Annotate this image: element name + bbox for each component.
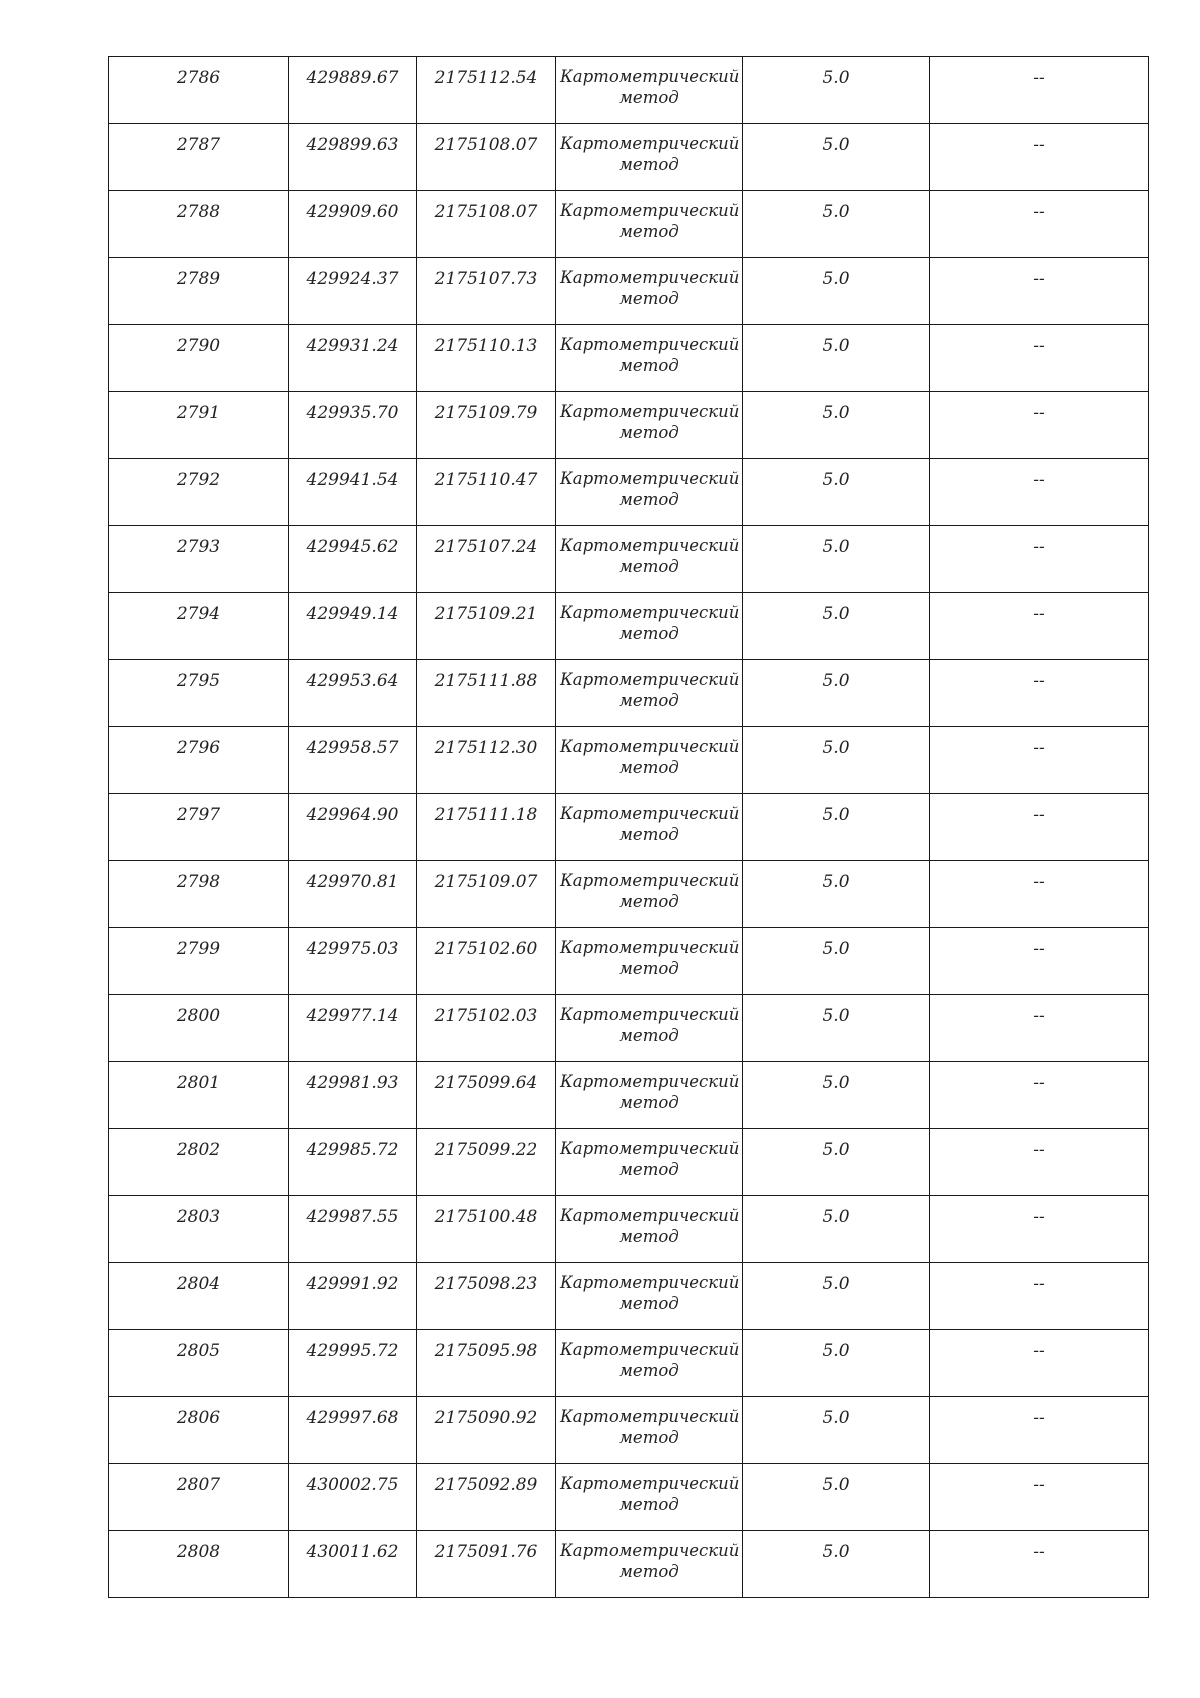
- method-cell: [556, 1062, 743, 1129]
- method-line-1: Картометрический: [560, 134, 740, 153]
- method-line-1: Картометрический: [560, 268, 740, 287]
- x-coordinate-cell: 429964.90: [289, 794, 417, 861]
- accuracy-cell: 5.0: [743, 392, 930, 459]
- accuracy-cell: 5.0: [743, 1464, 930, 1531]
- method-line-1: Картометрический: [560, 1340, 740, 1359]
- method-cell: [556, 1330, 743, 1397]
- method-line-2: метод: [619, 959, 679, 978]
- description-cell: --: [930, 995, 1149, 1062]
- point-number-cell: 2802: [109, 1129, 289, 1196]
- method-line-1: Картометрический: [560, 469, 740, 488]
- x-coordinate-cell: 429931.24: [289, 325, 417, 392]
- method-cell: [556, 1531, 743, 1598]
- method-line-2: метод: [619, 892, 679, 911]
- accuracy-cell: 5.0: [743, 1196, 930, 1263]
- x-coordinate-cell: 429987.55: [289, 1196, 417, 1263]
- description-cell: --: [930, 593, 1149, 660]
- x-coordinate-cell: 429991.92: [289, 1263, 417, 1330]
- coordinates-table-body: [109, 57, 1149, 1598]
- y-coordinate-cell: 2175098.23: [417, 1263, 556, 1330]
- method-cell: [556, 727, 743, 794]
- method-line-1: Картометрический: [560, 1474, 740, 1493]
- method-line-2: метод: [619, 691, 679, 710]
- description-cell: --: [930, 392, 1149, 459]
- description-cell: --: [930, 1196, 1149, 1263]
- table-row: [109, 995, 1149, 1062]
- description-cell: --: [930, 727, 1149, 794]
- table-row: [109, 1129, 1149, 1196]
- method-line-2: метод: [619, 1428, 679, 1447]
- y-coordinate-cell: 2175111.88: [417, 660, 556, 727]
- method-cell: [556, 1464, 743, 1531]
- accuracy-cell: 5.0: [743, 57, 930, 124]
- accuracy-cell: 5.0: [743, 593, 930, 660]
- accuracy-cell: 5.0: [743, 1531, 930, 1598]
- accuracy-cell: 5.0: [743, 928, 930, 995]
- method-cell: [556, 526, 743, 593]
- accuracy-cell: 5.0: [743, 794, 930, 861]
- y-coordinate-cell: 2175110.47: [417, 459, 556, 526]
- description-cell: --: [930, 526, 1149, 593]
- method-line-1: Картометрический: [560, 1005, 740, 1024]
- point-number-cell: 2788: [109, 191, 289, 258]
- x-coordinate-cell: 430002.75: [289, 1464, 417, 1531]
- method-line-1: Картометрический: [560, 402, 740, 421]
- description-cell: --: [930, 794, 1149, 861]
- method-line-2: метод: [619, 1026, 679, 1045]
- point-number-cell: 2796: [109, 727, 289, 794]
- x-coordinate-cell: 429941.54: [289, 459, 417, 526]
- table-row: [109, 124, 1149, 191]
- method-line-1: Картометрический: [560, 670, 740, 689]
- accuracy-cell: 5.0: [743, 1263, 930, 1330]
- method-line-1: Картометрический: [560, 1273, 740, 1292]
- description-cell: --: [930, 258, 1149, 325]
- x-coordinate-cell: 429953.64: [289, 660, 417, 727]
- point-number-cell: 2794: [109, 593, 289, 660]
- y-coordinate-cell: 2175102.03: [417, 995, 556, 1062]
- method-line-1: Картометрический: [560, 804, 740, 823]
- y-coordinate-cell: 2175099.22: [417, 1129, 556, 1196]
- method-cell: [556, 191, 743, 258]
- point-number-cell: 2801: [109, 1062, 289, 1129]
- method-line-1: Картометрический: [560, 1206, 740, 1225]
- description-cell: --: [930, 57, 1149, 124]
- point-number-cell: 2789: [109, 258, 289, 325]
- description-cell: --: [930, 459, 1149, 526]
- method-line-1: Картометрический: [560, 1072, 740, 1091]
- method-line-2: метод: [619, 1227, 679, 1246]
- y-coordinate-cell: 2175091.76: [417, 1531, 556, 1598]
- accuracy-cell: 5.0: [743, 1129, 930, 1196]
- table-row: [109, 325, 1149, 392]
- accuracy-cell: 5.0: [743, 459, 930, 526]
- method-line-2: метод: [619, 155, 679, 174]
- table-row: [109, 1062, 1149, 1129]
- method-cell: [556, 325, 743, 392]
- method-cell: [556, 928, 743, 995]
- method-line-1: Картометрический: [560, 1541, 740, 1560]
- y-coordinate-cell: 2175095.98: [417, 1330, 556, 1397]
- method-cell: [556, 258, 743, 325]
- method-cell: [556, 1196, 743, 1263]
- method-line-2: метод: [619, 289, 679, 308]
- description-cell: --: [930, 660, 1149, 727]
- method-cell: [556, 459, 743, 526]
- method-line-1: Картометрический: [560, 536, 740, 555]
- point-number-cell: 2807: [109, 1464, 289, 1531]
- point-number-cell: 2800: [109, 995, 289, 1062]
- description-cell: --: [930, 1263, 1149, 1330]
- point-number-cell: 2798: [109, 861, 289, 928]
- table-row: [109, 660, 1149, 727]
- point-number-cell: 2792: [109, 459, 289, 526]
- y-coordinate-cell: 2175112.30: [417, 727, 556, 794]
- description-cell: --: [930, 1531, 1149, 1598]
- method-line-1: Картометрический: [560, 335, 740, 354]
- table-row: [109, 1531, 1149, 1598]
- table-row: [109, 794, 1149, 861]
- x-coordinate-cell: 429975.03: [289, 928, 417, 995]
- method-cell: [556, 124, 743, 191]
- method-line-2: метод: [619, 1093, 679, 1112]
- method-cell: [556, 57, 743, 124]
- point-number-cell: 2806: [109, 1397, 289, 1464]
- x-coordinate-cell: 429899.63: [289, 124, 417, 191]
- x-coordinate-cell: 429909.60: [289, 191, 417, 258]
- method-cell: [556, 1263, 743, 1330]
- y-coordinate-cell: 2175100.48: [417, 1196, 556, 1263]
- x-coordinate-cell: 429997.68: [289, 1397, 417, 1464]
- description-cell: --: [930, 191, 1149, 258]
- description-cell: --: [930, 1330, 1149, 1397]
- method-cell: [556, 995, 743, 1062]
- method-line-2: метод: [619, 825, 679, 844]
- table-row: [109, 928, 1149, 995]
- method-line-2: метод: [619, 490, 679, 509]
- description-cell: --: [930, 861, 1149, 928]
- table-row: [109, 526, 1149, 593]
- method-line-2: метод: [619, 1294, 679, 1313]
- point-number-cell: 2790: [109, 325, 289, 392]
- method-line-2: метод: [619, 1562, 679, 1581]
- y-coordinate-cell: 2175109.79: [417, 392, 556, 459]
- x-coordinate-cell: 429924.37: [289, 258, 417, 325]
- x-coordinate-cell: 429935.70: [289, 392, 417, 459]
- description-cell: --: [930, 1129, 1149, 1196]
- method-line-2: метод: [619, 557, 679, 576]
- table-row: [109, 593, 1149, 660]
- method-cell: [556, 861, 743, 928]
- table-row: [109, 1397, 1149, 1464]
- method-cell: [556, 794, 743, 861]
- y-coordinate-cell: 2175099.64: [417, 1062, 556, 1129]
- y-coordinate-cell: 2175107.73: [417, 258, 556, 325]
- method-line-2: метод: [619, 88, 679, 107]
- point-number-cell: 2787: [109, 124, 289, 191]
- y-coordinate-cell: 2175110.13: [417, 325, 556, 392]
- y-coordinate-cell: 2175107.24: [417, 526, 556, 593]
- accuracy-cell: 5.0: [743, 660, 930, 727]
- accuracy-cell: 5.0: [743, 727, 930, 794]
- accuracy-cell: 5.0: [743, 1330, 930, 1397]
- y-coordinate-cell: 2175092.89: [417, 1464, 556, 1531]
- document-page: [108, 56, 1148, 1598]
- x-coordinate-cell: 430011.62: [289, 1531, 417, 1598]
- description-cell: --: [930, 928, 1149, 995]
- accuracy-cell: 5.0: [743, 995, 930, 1062]
- method-cell: [556, 1129, 743, 1196]
- accuracy-cell: 5.0: [743, 258, 930, 325]
- accuracy-cell: 5.0: [743, 124, 930, 191]
- point-number-cell: 2803: [109, 1196, 289, 1263]
- point-number-cell: 2805: [109, 1330, 289, 1397]
- point-number-cell: 2799: [109, 928, 289, 995]
- table-row: [109, 1330, 1149, 1397]
- y-coordinate-cell: 2175111.18: [417, 794, 556, 861]
- method-cell: [556, 1397, 743, 1464]
- table-row: [109, 861, 1149, 928]
- accuracy-cell: 5.0: [743, 191, 930, 258]
- point-number-cell: 2808: [109, 1531, 289, 1598]
- method-line-2: метод: [619, 222, 679, 241]
- accuracy-cell: 5.0: [743, 1397, 930, 1464]
- method-line-1: Картометрический: [560, 1407, 740, 1426]
- method-cell: [556, 660, 743, 727]
- x-coordinate-cell: 429995.72: [289, 1330, 417, 1397]
- method-line-1: Картометрический: [560, 67, 740, 86]
- y-coordinate-cell: 2175109.21: [417, 593, 556, 660]
- table-row: [109, 727, 1149, 794]
- x-coordinate-cell: 429981.93: [289, 1062, 417, 1129]
- table-row: [109, 57, 1149, 124]
- description-cell: --: [930, 124, 1149, 191]
- method-line-1: Картометрический: [560, 871, 740, 890]
- description-cell: --: [930, 325, 1149, 392]
- description-cell: --: [930, 1397, 1149, 1464]
- method-line-1: Картометрический: [560, 201, 740, 220]
- table-row: [109, 1464, 1149, 1531]
- point-number-cell: 2786: [109, 57, 289, 124]
- x-coordinate-cell: 429958.57: [289, 727, 417, 794]
- x-coordinate-cell: 429945.62: [289, 526, 417, 593]
- method-line-1: Картометрический: [560, 1139, 740, 1158]
- table-row: [109, 459, 1149, 526]
- accuracy-cell: 5.0: [743, 325, 930, 392]
- y-coordinate-cell: 2175112.54: [417, 57, 556, 124]
- description-cell: --: [930, 1464, 1149, 1531]
- method-line-2: метод: [619, 1495, 679, 1514]
- coordinates-table: [108, 56, 1149, 1598]
- x-coordinate-cell: 429977.14: [289, 995, 417, 1062]
- method-line-2: метод: [619, 1361, 679, 1380]
- table-row: [109, 258, 1149, 325]
- y-coordinate-cell: 2175102.60: [417, 928, 556, 995]
- point-number-cell: 2804: [109, 1263, 289, 1330]
- method-line-2: метод: [619, 624, 679, 643]
- method-cell: [556, 392, 743, 459]
- x-coordinate-cell: 429889.67: [289, 57, 417, 124]
- table-row: [109, 191, 1149, 258]
- x-coordinate-cell: 429985.72: [289, 1129, 417, 1196]
- x-coordinate-cell: 429970.81: [289, 861, 417, 928]
- description-cell: --: [930, 1062, 1149, 1129]
- table-row: [109, 392, 1149, 459]
- x-coordinate-cell: 429949.14: [289, 593, 417, 660]
- y-coordinate-cell: 2175109.07: [417, 861, 556, 928]
- y-coordinate-cell: 2175108.07: [417, 191, 556, 258]
- accuracy-cell: 5.0: [743, 861, 930, 928]
- method-line-1: Картометрический: [560, 737, 740, 756]
- point-number-cell: 2795: [109, 660, 289, 727]
- method-line-2: метод: [619, 356, 679, 375]
- table-row: [109, 1196, 1149, 1263]
- method-line-2: метод: [619, 758, 679, 777]
- method-cell: [556, 593, 743, 660]
- accuracy-cell: 5.0: [743, 1062, 930, 1129]
- point-number-cell: 2793: [109, 526, 289, 593]
- method-line-2: метод: [619, 1160, 679, 1179]
- method-line-2: метод: [619, 423, 679, 442]
- accuracy-cell: 5.0: [743, 526, 930, 593]
- point-number-cell: 2797: [109, 794, 289, 861]
- point-number-cell: 2791: [109, 392, 289, 459]
- y-coordinate-cell: 2175090.92: [417, 1397, 556, 1464]
- method-line-1: Картометрический: [560, 603, 740, 622]
- y-coordinate-cell: 2175108.07: [417, 124, 556, 191]
- method-line-1: Картометрический: [560, 938, 740, 957]
- table-row: [109, 1263, 1149, 1330]
